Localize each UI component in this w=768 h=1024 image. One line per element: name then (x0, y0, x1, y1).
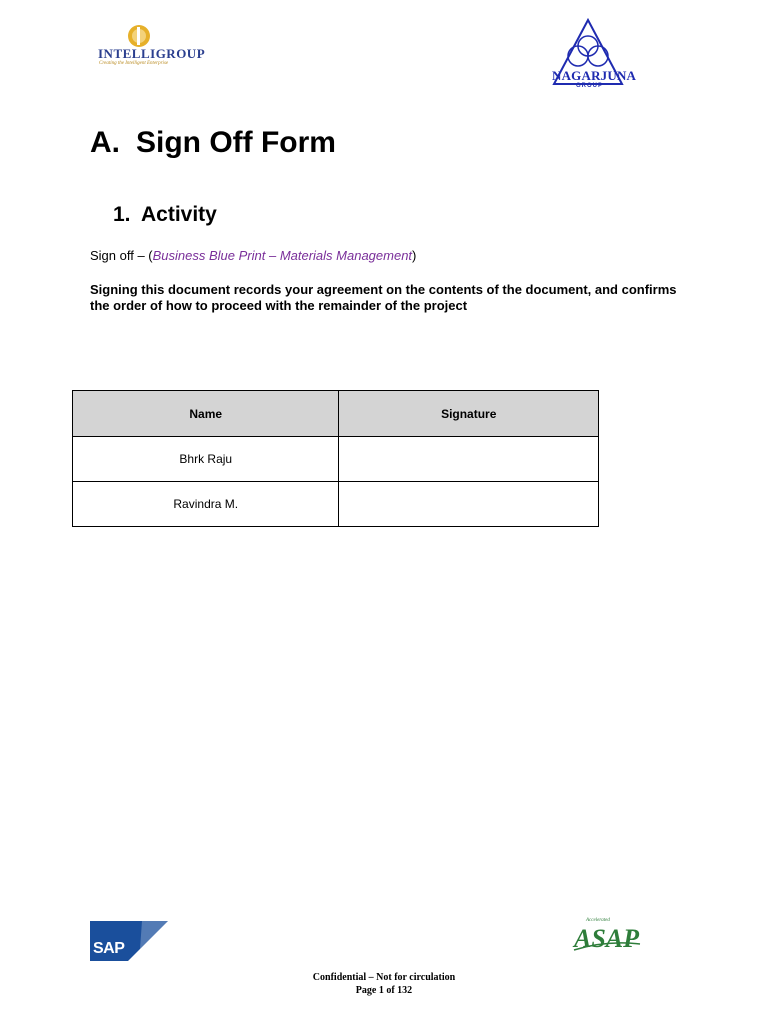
section-heading (113, 203, 217, 227)
sap-logo (90, 921, 168, 961)
intelligroup-sun-icon (96, 24, 188, 48)
signoff-highlight: Business Blue Print – Materials Management (152, 248, 413, 263)
page-title-text: Sign Off Form (136, 126, 336, 159)
signoff-prefix: Sign off – ( (90, 248, 153, 263)
footer-confidential: Confidential – Not for circulation (312, 972, 456, 983)
table-header-row (73, 391, 599, 437)
intelligroup-logo (96, 24, 206, 68)
asap-logo (570, 918, 644, 958)
footer-page-number: Page 1 of 132 (355, 985, 413, 996)
intelligroup-tagline: Creating the Intelligent Enterprise (99, 61, 169, 66)
section-number: 1. (113, 203, 131, 226)
intelligroup-name: INTELLIGROUP (98, 46, 206, 61)
name-cell: Bhrk Raju (73, 437, 339, 482)
nagarjuna-subtitle: GROUP (576, 83, 604, 89)
nagarjuna-logo (548, 18, 637, 94)
agreement-text: Signing this document records your agreement on the contents of the document, and confirms the order of how to proceed with the remainder of the project (90, 282, 677, 313)
table-row (73, 437, 599, 482)
page-title (90, 126, 336, 160)
signoff-suffix: ) (412, 248, 417, 263)
nagarjuna-name: NAGARJUNA (552, 68, 637, 83)
name-cell: Ravindra M. (73, 482, 339, 527)
asap-logo-text: ASAP (574, 924, 640, 953)
asap-swoosh-icon (570, 918, 644, 958)
name-column-header: Name (73, 391, 339, 437)
signature-cell[interactable] (339, 437, 599, 482)
asap-accel-label: Accelerated (586, 918, 610, 923)
table-row (73, 482, 599, 527)
signoff-line (90, 248, 416, 263)
signature-cell[interactable] (339, 482, 599, 527)
sap-logo-text: SAP (93, 940, 125, 957)
signature-column-header: Signature (339, 391, 599, 437)
page-title-number: A. (90, 126, 120, 159)
signoff-table (72, 390, 599, 527)
section-title: Activity (141, 203, 217, 226)
